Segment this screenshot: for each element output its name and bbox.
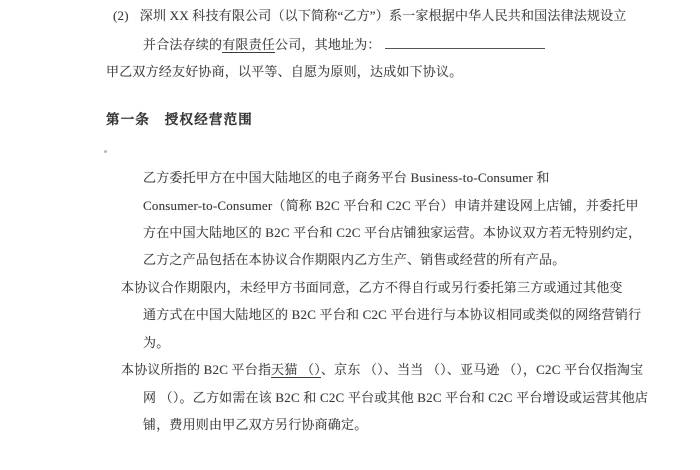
agreement-statement-line <box>106 64 462 80</box>
clause1-line-4 <box>143 252 565 268</box>
clause-text: 铺，费用则由甲乙双方另行协商确定。 <box>143 417 368 432</box>
clause-text: 本协议合作期限内，未经甲方书面同意，乙方不得自行或另行委托第三方或通过其他变 <box>121 280 623 295</box>
clause2-line-1 <box>121 280 623 296</box>
clause-text: 乙方委托甲方在中国大陆地区的电子商务平台 Business-to-Consumer 和 <box>143 170 550 185</box>
clause-heading-text: 第一条 授权经营范围 <box>106 112 253 127</box>
intro-item-2-line-1 <box>113 8 627 24</box>
clause-text: 方在中国大陆地区的 B2C 平台和 C2C 平台店铺独家运营。本协议双方若无特别约定， <box>143 225 642 240</box>
intro-text: 公司，其地址为： <box>275 37 381 52</box>
underlined-platform-name: 天猫 （） <box>271 362 321 377</box>
intro-text: 并合法存续的 <box>143 37 223 52</box>
clause2-line-2 <box>143 307 641 323</box>
clause-text: 通方式在中国大陆地区的 B2C 平台和 C2C 平台进行与本协议相同或类似的网络营销行 <box>143 307 642 322</box>
agreement-statement: 甲乙双方经友好协商，以平等、自愿为原则，达成如下协议。 <box>106 64 463 79</box>
clause-text: 本协议所指的 B2C 平台指 <box>121 362 272 377</box>
clause-text: 网 （）。乙方如需在该 B2C 和 C2C 平台或其他 B2C 平台和 C2C 平台增设或运营其他店 <box>143 390 649 405</box>
clause-text: Consumer-to-Consumer（简称 B2C 平台和 C2C 平台）申请并建设网上店铺，并委托甲 <box>143 198 639 213</box>
address-blank-line <box>385 36 545 49</box>
clause3-line-3 <box>143 417 367 433</box>
clause1-line-3 <box>143 225 641 241</box>
clause3-line-2 <box>143 390 648 406</box>
clause1-line-1 <box>143 170 550 186</box>
clause-text: 、京东 （）、当当 （）、亚马逊 （），C2C 平台仅指淘宝 <box>320 362 644 377</box>
clause-text: 乙方之产品包括在本协议合作期限内乙方生产、销售或经营的所有产品。 <box>143 252 566 267</box>
intro-item-2-line-2 <box>143 36 545 53</box>
item-number: (2) <box>113 8 129 23</box>
clause3-line-1 <box>121 362 643 378</box>
clause2-line-3 <box>143 335 169 351</box>
clause-1-heading <box>106 112 253 128</box>
clause1-line-2 <box>143 198 639 214</box>
intro-text: 深圳 XX 科技有限公司（以下简称“乙方”）系一家根据中华人民共和国法律法规设立 <box>139 8 627 23</box>
underlined-term: 有限责任 <box>222 37 276 52</box>
scan-artifact-dot <box>104 150 107 153</box>
clause-text: 为。 <box>143 335 170 350</box>
